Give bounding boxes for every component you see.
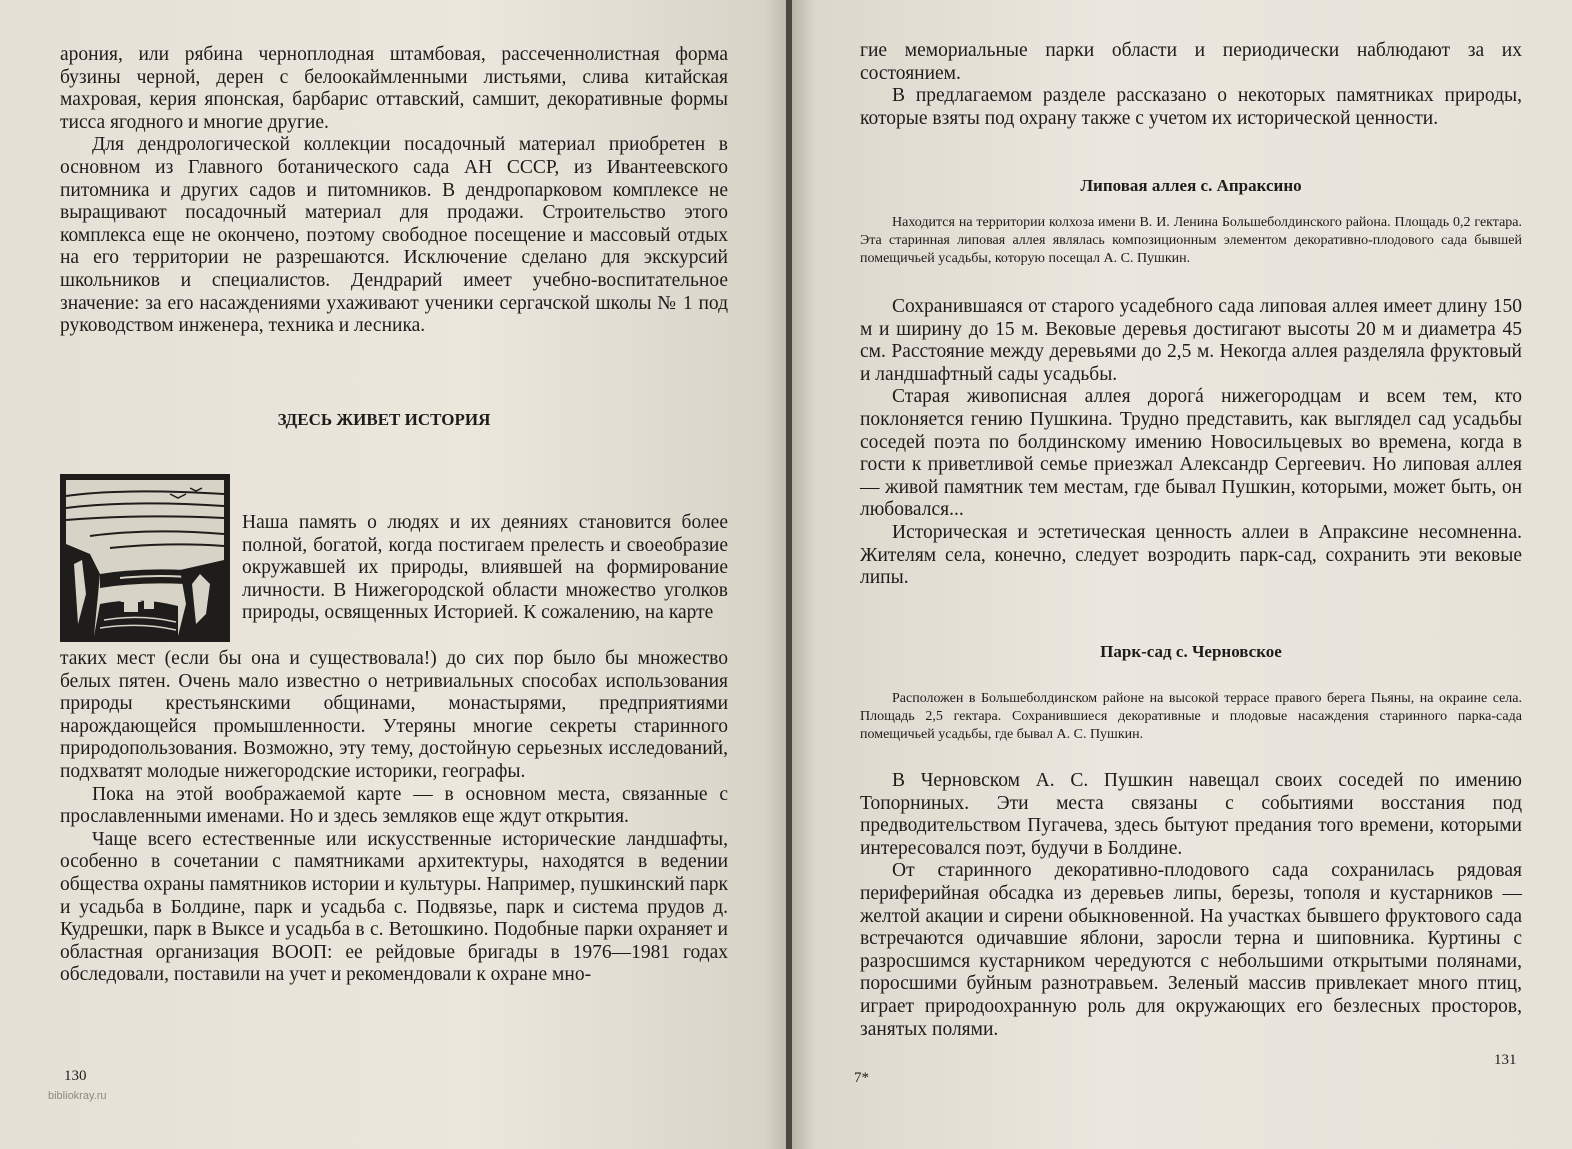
woodcut-illustration bbox=[60, 474, 230, 642]
paragraph: В Черновском А. С. Пушкин навещал своих соседей по имению Топорниных. Эти места связаны с событиями восстания под предводительством Пугачева, здесь бытуют предания того времени, которыми интересовался поэт, будучи в Болдине. bbox=[860, 770, 1522, 859]
note-chernovskoe bbox=[860, 690, 1522, 745]
right-top-text bbox=[860, 40, 1522, 130]
wrap-paragraph bbox=[242, 512, 728, 625]
right-page bbox=[792, 0, 1572, 1149]
paragraph: Сохранившаяся от старого усадебного сада липовая аллея имеет длину 150 м и ширину до 15 м. Вековые деревья достигают высоты 20 м и диаметра 45 см. Расстояние между деревьями до 2,5 м. Некогда аллея разделяла фруктовый и ландшафтный сады усадьбы. bbox=[860, 296, 1522, 385]
left-bottom-text bbox=[60, 648, 728, 987]
paragraph: Историческая и эстетическая ценность аллеи в Апраксине несомненна. Жителям села, конечно, следует возродить парк-сад, сохранить эти вековые липы. bbox=[860, 521, 1522, 589]
page-number: 130 bbox=[64, 1068, 87, 1084]
paragraph: Чаще всего естественные или искусственные исторические ландшафты, особенно в сочетании с памятниками архитектуры, находятся в ведении общества охраны памятников истории и культуры. Например, пушкинский парк и усадьба в Болдине, парк и усадьба с. Подвязье, парк и система прудов д. Кудрешки, парк в Выксе и усадьба в с. Ветошкино. Подобные парки охраняет и областная организация ВООП: ее рейдовые бригады в 1976—1981 годах обследовали, поставили на учет и рекомендовали к охране мно- bbox=[60, 828, 728, 986]
paragraph: В предлагаемом разделе рассказано о некоторых памятниках природы, которые взяты под охрану также с учетом их исторической ценности. bbox=[860, 85, 1522, 129]
note-text: Находится на территории колхоза имени В. И. Ленина Большеболдинского района. Площадь 0,2 гектара. Эта старинная липовая аллея являлась композиционным элементом декоративно-плодового сада бывшей помещичьей усадьбы, которую посещал А. С. Пушкин. bbox=[860, 215, 1522, 267]
paragraph: От старинного декоративно-плодового сада сохранилась рядовая периферийная обсадка из деревьев липы, березы, тополя и кустарников — желтой акации и сирени обыкновенной. На участках бывшего фруктового сада встречаются одичавшие яблони, заросли терна и шиповника. Куртины с разросшимся кустарником чередуются с небольшими открытыми полянами, поросшими буйным разнотравьем. Зеленый массив привлекает много птиц, играет природоохранную роль для окружающих его безлесных просторов, занятых полями. bbox=[860, 860, 1522, 1040]
note-aprakсino bbox=[860, 214, 1522, 269]
left-top-text bbox=[60, 44, 728, 338]
paragraph: Старая живописная аллея дорогá нижегородцам и всем тем, кто поклоняется гению Пушкина. Трудно представить, как выглядел сад усадьбы соседей поэта по болдинскому имению Новосильцевых во времена, когда в гости к приветливой семье приезжал Александр Сергеевич. Но липовая аллея — живой памятник тем местам, где бывал Пушкин, которыми, может быть, он любовался... bbox=[860, 386, 1522, 521]
body-aprakсino bbox=[860, 296, 1522, 590]
page-number: 131 bbox=[1494, 1052, 1517, 1068]
paragraph: Пока на этой воображаемой карте — в основном места, связанные с прославленными именами. Но и здесь земляков еще ждут открытия. bbox=[60, 783, 728, 828]
paragraph: Наша память о людях и их деяниях становится более полной, богатой, когда постигаем прелесть и своеобразие окружавшей их природы, влиявшей на формирование личности. В Нижегородской области множество уголков природы, освященных Историей. К сожалению, на карте bbox=[242, 512, 728, 624]
signature-mark: 7* bbox=[854, 1070, 869, 1086]
section-title: ЗДЕСЬ ЖИВЕТ ИСТОРИЯ bbox=[277, 410, 491, 429]
paragraph: Для дендрологической коллекции посадочный материал приобретен в основном из Главного ботанического сада АН СССР, из Ивантеевского питомника и других садов и питомников. В дендропарковом комплексе не выращивают посадочный материал для продажи. Строительство этого комплекса еще не окончено, поэтому свободное посещение и массовый отдых на его территории не разрешаются. Исключение сделано для экскурсий школьников и специалистов. Дендрарий имеет учебно-воспитательное значение: за его насаждениями ухаживают ученики сергачской школы № 1 под руководством инженера, техника и лесника. bbox=[60, 134, 728, 337]
heading-aprakсino: Липовая аллея с. Апраксино bbox=[1080, 176, 1302, 195]
paragraph: таких мест (если бы она и существовала!) до сих пор было бы множество белых пятен. Очень мало известно о нетривиальных способах использования природы крестьянскими общинами, монастырями, предприятиями нарождающейся промышленности. Утеряны многие секреты старинного природопользования. Возможно, эту тему, достойную серьезных исследований, подхватят молодые нижегородские историки, географы. bbox=[60, 648, 728, 782]
heading-chernovskoe: Парк-сад с. Черновское bbox=[1100, 642, 1282, 661]
note-text: Расположен в Большеболдинском районе на высокой террасе правого берега Пьяны, на окраине села. Площадь 2,5 гектара. Сохранившиеся декоративные и плодовые насаждения старинного парка-сада помещичьей усадьбы, где бывал А. С. Пушкин. bbox=[860, 691, 1522, 743]
paragraph: арония, или рябина черноплодная штамбовая, рассеченнолистная форма бузины черной, дерен с белоокаймленными листьями, слива китайская махровая, керия японская, барбарис оттавский, самшит, декоративные формы тисса ягодного и многие другие. bbox=[60, 44, 728, 133]
watermark: bibliokray.ru bbox=[48, 1090, 107, 1102]
body-chernovskoe bbox=[860, 770, 1522, 1041]
paragraph: гие мемориальные парки области и периодически наблюдают за их состоянием. bbox=[860, 40, 1522, 84]
